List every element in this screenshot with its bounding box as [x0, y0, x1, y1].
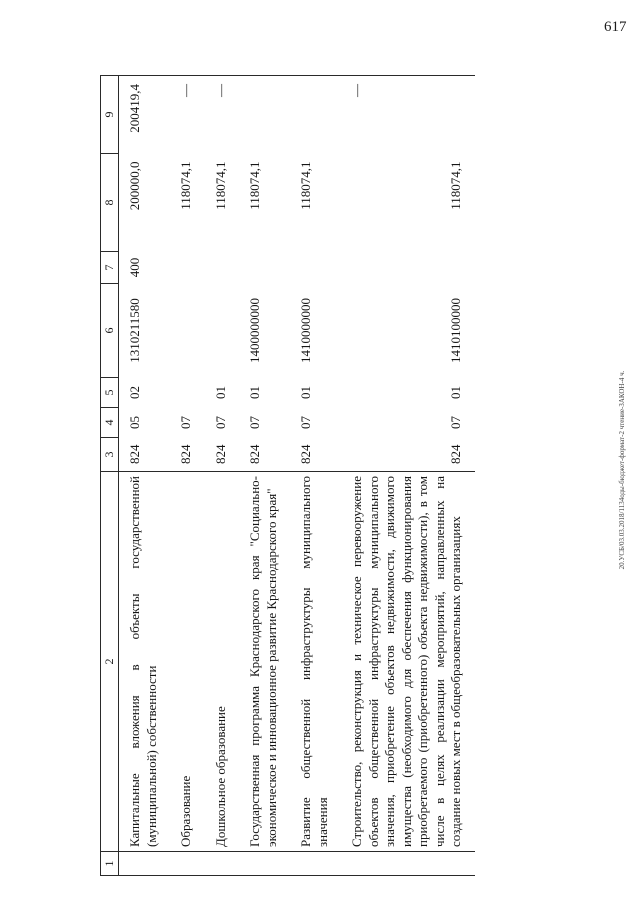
header-col-3: 3 — [101, 438, 119, 472]
subsection-code-cell: 02 — [127, 386, 142, 399]
expense-type-cell — [290, 252, 341, 284]
row-number-cell — [239, 852, 290, 876]
header-col-7: 7 — [101, 252, 119, 284]
row-number-cell — [341, 852, 475, 876]
row-number-cell — [205, 852, 240, 876]
item-name-cell: Образование — [170, 472, 205, 852]
header-col-2: 2 — [101, 472, 119, 852]
amount-year-1-cell: 118074,1 — [212, 161, 228, 210]
table-row — [119, 76, 171, 876]
amount-year-2-cell: 200419,4 — [119, 76, 171, 154]
item-name-cell: Государственная программа Краснодарского края "Социально-экономическое и инновационное развитие Краснодарского края" — [239, 472, 290, 852]
item-name-cell: Строительство, реконструкция и техническое перевооружение объектов общественной инфраструктуры муниципального значения, приобретение объектов недвижимости, движимого имущества (необходимого для обеспечения функционирования приобретаемого (приобретенного) объекта недвижимости), в том числе в целях реализации мероприятий, направленных на создание новых мест в общеобразовательных организациях — [341, 472, 475, 852]
ministry-code-cell: 824 — [178, 444, 193, 464]
subsection-code-cell: 01 — [247, 386, 262, 399]
target-article-cell: 1400000000 — [247, 298, 262, 363]
section-code-cell: 07 — [178, 416, 193, 429]
amount-year-2-cell: — — [341, 76, 475, 154]
amount-year-1-cell: 118074,1 — [178, 161, 193, 210]
section-code-cell: 07 — [448, 416, 463, 429]
amount-year-2-cell — [290, 76, 341, 154]
item-name-cell: Капитальные вложения в объекты государственной (муниципальной) собственности — [119, 472, 171, 852]
subsection-code-cell: 01 — [448, 386, 463, 399]
subsection-code-cell — [170, 378, 205, 408]
target-article-cell — [170, 284, 205, 378]
section-code-cell: 07 — [298, 416, 313, 429]
amount-year-2-cell: — — [205, 76, 240, 154]
header-col-1: 1 — [101, 852, 119, 876]
header-col-4: 4 — [101, 408, 119, 438]
section-code-cell: 07 — [212, 416, 228, 429]
subsection-code-cell: 01 — [298, 386, 313, 399]
table-row — [170, 76, 205, 876]
amount-year-2-cell — [239, 76, 290, 154]
ministry-code-cell: 824 — [298, 444, 313, 464]
expense-type-cell — [341, 252, 475, 284]
row-number-cell — [290, 852, 341, 876]
section-code-cell: 07 — [247, 416, 262, 429]
table-row — [239, 76, 290, 876]
expense-type-cell: 400 — [127, 257, 142, 278]
target-article-cell: 1410100000 — [448, 298, 463, 363]
expense-type-cell — [205, 252, 240, 284]
budget-table — [100, 75, 475, 876]
row-number-cell — [119, 852, 171, 876]
table-row — [290, 76, 341, 876]
header-col-9: 9 — [101, 76, 119, 154]
header-col-8: 8 — [101, 154, 119, 252]
ministry-code-cell: 824 — [448, 444, 463, 464]
amount-year-1-cell: 118074,1 — [247, 161, 262, 210]
header-col-6: 6 — [101, 284, 119, 378]
ministry-code-cell: 824 — [247, 444, 262, 464]
expense-type-cell — [239, 252, 290, 284]
footer-file-path: 20.УСБ/03.03.2018/1134оды-бюджет-формат-2 чтение-ЗАКОН-4 ч. — [618, 370, 626, 570]
amount-year-1-cell: 118074,1 — [448, 161, 463, 210]
subsection-code-cell: 01 — [212, 386, 228, 399]
ministry-code-cell: 824 — [127, 444, 142, 464]
section-code-cell: 05 — [127, 416, 142, 429]
target-article-cell: 1310211580 — [127, 298, 142, 363]
target-article-cell — [205, 284, 240, 378]
expense-type-cell — [170, 252, 205, 284]
item-name-cell: Развитие общественной инфраструктуры муниципального значения — [290, 472, 341, 852]
row-number-cell — [170, 852, 205, 876]
table-row — [205, 76, 240, 876]
table-header-row — [101, 76, 119, 876]
budget-table-rotated — [100, 76, 580, 876]
target-article-cell: 1410000000 — [298, 298, 313, 363]
item-name-cell: Дошкольное образование — [205, 472, 240, 852]
amount-year-1-cell: 118074,1 — [298, 161, 313, 210]
table-row — [341, 76, 475, 876]
amount-year-1-cell: 200000,0 — [127, 161, 142, 211]
header-col-5: 5 — [101, 378, 119, 408]
ministry-code-cell: 824 — [212, 444, 228, 464]
page-number: 617 — [604, 19, 627, 35]
amount-year-2-cell: — — [170, 76, 205, 154]
